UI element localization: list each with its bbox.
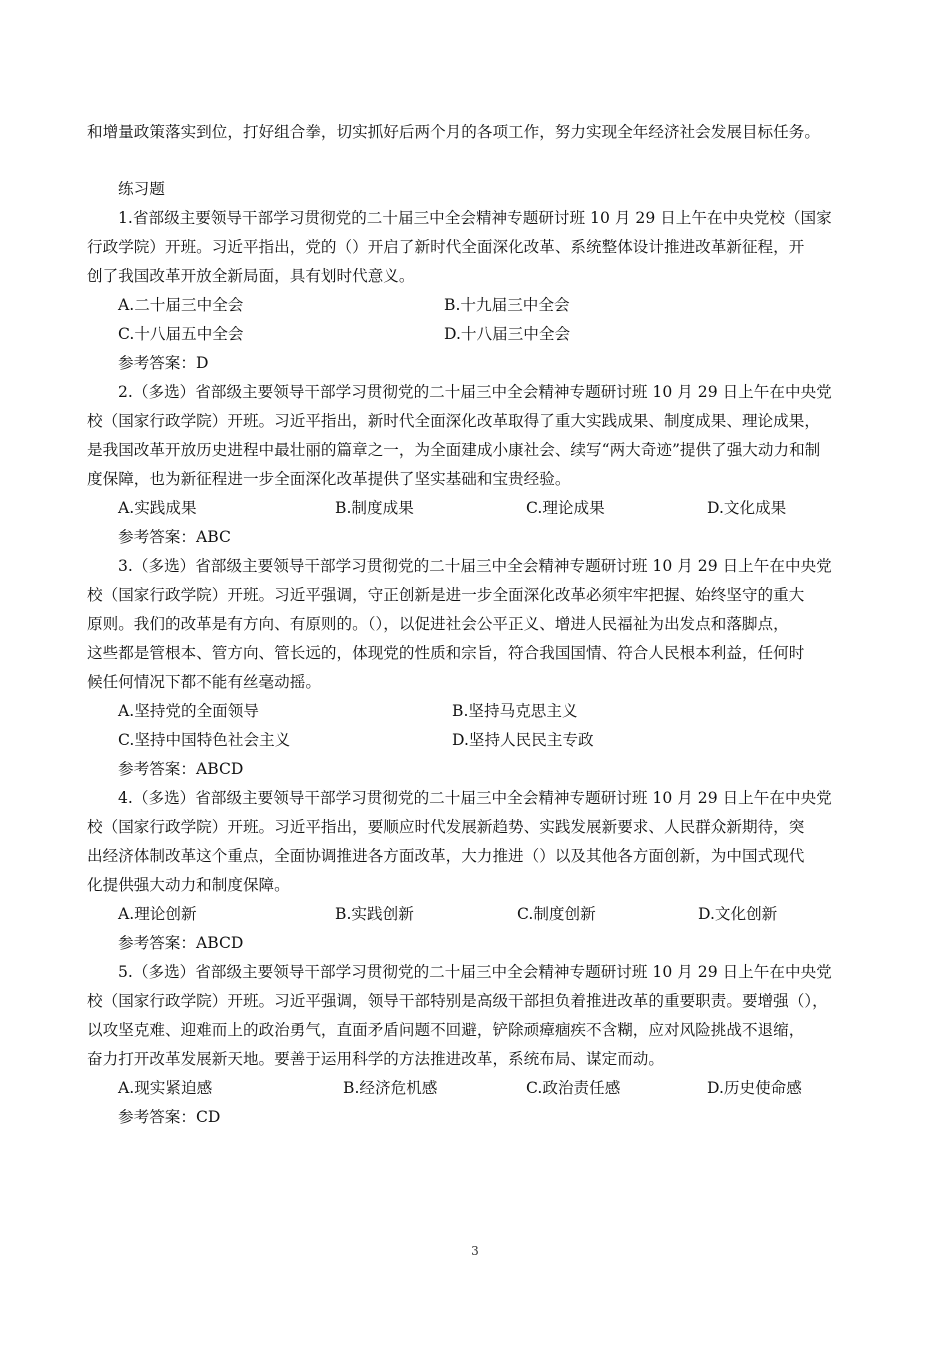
option-d: D.文化创新 [698,905,778,923]
option-c: C.十八届五中全会 [118,325,244,343]
question-text-line: 校（国家行政学院）开班。习近平强调，领导干部特别是高级干部担负着推进改革的重要职责。要增强（）， [87,992,828,1010]
option-b: B.制度成果 [335,499,414,517]
question-text-line: 1.省部级主要领导干部学习贯彻党的二十届三中全会精神专题研讨班 10 月 29 日上午在中央党校（国家 [118,209,832,227]
question-text-line: 校（国家行政学院）开班。习近平强调，守正创新是进一步全面深化改革必须牢牢把握、始终坚守的重大 [87,586,805,604]
option-c: C.理论成果 [526,499,605,517]
question-text-line: 校（国家行政学院）开班。习近平指出，新时代全面深化改革取得了重大实践成果、制度成果、理论成果， [87,412,820,430]
question-text-line: 奋力打开改革发展新天地。要善于运用科学的方法推进改革，系统布局、谋定而动。 [87,1050,664,1068]
question-text-line: 5.（多选）省部级主要领导干部学习贯彻党的二十届三中全会精神专题研讨班 10 月 29 日上午在中央党 [118,963,832,981]
options-row [87,1074,867,1103]
section-title: 练习题 [118,180,165,198]
options-row [87,494,867,523]
question-1 [87,204,867,378]
reference-answer: 参考答案：ABCD [118,760,244,778]
reference-answer: 参考答案：D [118,354,209,372]
question-text-line: 创了我国改革开放全新局面，具有划时代意义。 [87,267,415,285]
option-a: A.实践成果 [118,499,197,517]
question-text-line: 行政学院）开班。习近平指出，党的（）开启了新时代全面深化改革、系统整体设计推进改革新征程，开 [87,238,805,256]
question-5 [87,958,867,1132]
option-b: B.实践创新 [335,905,414,923]
reference-answer: 参考答案：ABC [118,528,231,546]
question-text-line: 这些都是管根本、管方向、管长远的，体现党的性质和宗旨，符合我国国情、符合人民根本利益，任何时 [87,644,805,662]
reference-answer: 参考答案：CD [118,1108,221,1126]
options-row [87,697,867,726]
question-text-line: 出经济体制改革这个重点，全面协调推进各方面改革，大力推进（）以及其他各方面创新，为中国式现代 [87,847,805,865]
question-text-line: 校（国家行政学院）开班。习近平指出，要顺应时代发展新趋势、实践发展新要求、人民群众新期待，突 [87,818,805,836]
exercise-section [87,175,867,1132]
page-number: 3 [471,1244,479,1258]
options-row [87,900,867,929]
question-text-line: 候任何情况下都不能有丝毫动摇。 [87,673,321,691]
option-d: D.文化成果 [707,499,787,517]
option-b: B.经济危机感 [343,1079,438,1097]
option-b: B.坚持马克思主义 [452,702,578,720]
option-a: A.坚持党的全面领导 [118,702,259,720]
options-row [87,291,867,320]
option-c: C.坚持中国特色社会主义 [118,731,291,749]
option-a: A.二十届三中全会 [118,296,244,314]
question-text-line: 化提供强大动力和制度保障。 [87,876,290,894]
question-text-line: 2.（多选）省部级主要领导干部学习贯彻党的二十届三中全会精神专题研讨班 10 月 29 日上午在中央党 [118,383,832,401]
question-2 [87,378,867,552]
reference-answer: 参考答案：ABCD [118,934,244,952]
option-c: C.制度创新 [517,905,596,923]
option-d: D.坚持人民民主专政 [452,731,594,749]
option-d: D.十八届三中全会 [444,325,571,343]
option-c: C.政治责任感 [526,1079,621,1097]
options-row [87,320,867,349]
question-3 [87,552,867,784]
question-text-line: 是我国改革开放历史进程中最壮丽的篇章之一，为全面建成小康社会、续写“两大奇迹”提供了强大动力和制 [87,441,821,459]
option-a: A.理论创新 [118,905,197,923]
option-d: D.历史使命感 [707,1079,802,1097]
question-4 [87,784,867,958]
intro-paragraph [87,118,867,147]
option-b: B.十九届三中全会 [444,296,570,314]
options-row [87,726,867,755]
question-text-line: 原则。我们的改革是有方向、有原则的。（），以促进社会公平正义、增进人民福祉为出发点和落脚点， [87,615,789,633]
question-text-line: 3.（多选）省部级主要领导干部学习贯彻党的二十届三中全会精神专题研讨班 10 月 29 日上午在中央党 [118,557,832,575]
option-a: A.现实紧迫感 [118,1079,213,1097]
question-text-line: 以攻坚克难、迎难而上的政治勇气，直面矛盾问题不回避，铲除顽瘴痼疾不含糊，应对风险挑战不退缩， [87,1021,805,1039]
question-text-line: 4.（多选）省部级主要领导干部学习贯彻党的二十届三中全会精神专题研讨班 10 月 29 日上午在中央党 [118,789,832,807]
paragraph-line: 和增量政策落实到位，打好组合拳，切实抓好后两个月的各项工作，努力实现全年经济社会发展目标任务。 [87,123,820,141]
question-text-line: 度保障，也为新征程进一步全面深化改革提供了坚实基础和宝贵经验。 [87,470,571,488]
